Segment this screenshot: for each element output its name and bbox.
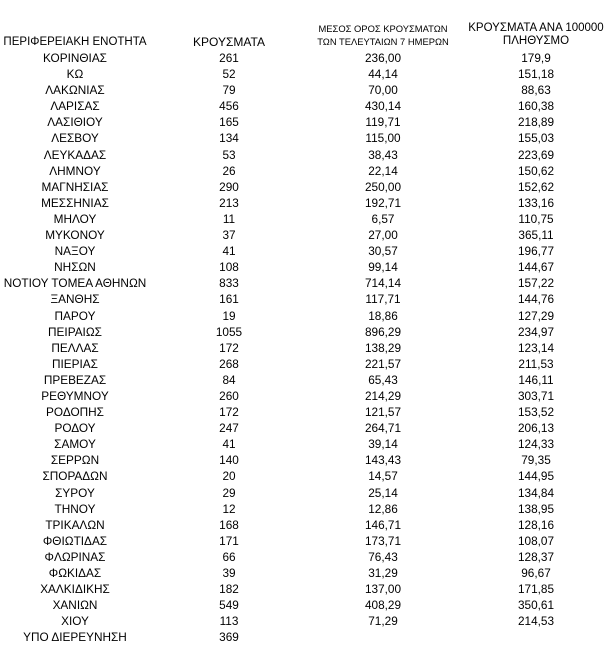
table-row <box>0 436 612 452</box>
cell-per100k: 153,52 <box>517 405 555 420</box>
table-row <box>0 565 612 581</box>
cell-region: ΣΑΜΟΥ <box>54 437 96 452</box>
cell-region: ΦΘΙΩΤΙΔΑΣ <box>42 533 108 548</box>
cell-cases: 260 <box>219 388 239 403</box>
header-cases: ΚΡΟΥΣΜΑΤΑ <box>193 35 265 49</box>
cell-cases: 39 <box>222 566 236 580</box>
cell-cases: 165 <box>219 115 239 130</box>
table-row <box>0 243 612 259</box>
cell-region: ΡΟΔΟΥ <box>54 421 96 436</box>
cell-per100k: 127,29 <box>517 308 555 323</box>
table-row <box>0 211 612 227</box>
cell-per100k: 146,11 <box>518 372 554 387</box>
cell-region: ΠΡΕΒΕΖΑΣ <box>43 372 107 387</box>
table-row <box>0 130 612 146</box>
cell-region: ΠΕΙΡΑΙΩΣ <box>48 324 102 339</box>
table-row <box>0 308 612 324</box>
cell-per100k: 150,62 <box>517 163 555 178</box>
cell-avg7: 6,57 <box>371 211 395 226</box>
cell-avg7: 137,00 <box>364 582 402 597</box>
cell-region: ΛΑΡΙΣΑΣ <box>50 99 100 114</box>
cell-cases: 171 <box>219 533 239 548</box>
cell-region: ΛΑΣΙΘΙΟΥ <box>47 115 103 130</box>
cell-region: ΝΑΞΟΥ <box>54 244 96 259</box>
cell-avg7: 76,43 <box>368 549 398 564</box>
table-row <box>0 195 612 211</box>
table-row <box>0 356 612 372</box>
cell-per100k: 152,62 <box>517 179 555 194</box>
cell-avg7: 173,71 <box>364 533 402 548</box>
cell-cases: 79 <box>222 83 236 98</box>
cell-avg7: 119,71 <box>365 115 401 130</box>
header-avg7-line2: ΤΩΝ ΤΕΛΕΥΤΑΙΩΝ 7 ΗΜΕΡΩΝ <box>317 36 449 47</box>
cell-per100k: 223,69 <box>517 147 555 162</box>
cell-avg7: 70,00 <box>368 83 398 98</box>
cell-per100k: 96,67 <box>521 566 551 580</box>
cell-avg7: 264,71 <box>364 421 402 436</box>
cell-per100k: 206,13 <box>517 421 555 436</box>
header-per100k <box>460 22 612 48</box>
cell-cases: 12 <box>222 501 236 516</box>
table-row <box>0 468 612 484</box>
table-row <box>0 420 612 436</box>
header-region: ΠΕΡΙΦΕΡΕΙΑΚΗ ΕΝΟΤΗΤΑ <box>3 36 147 48</box>
cell-cases: 53 <box>222 147 236 162</box>
cell-region: ΠΑΡΟΥ <box>54 308 96 323</box>
cell-avg7: 14,57 <box>368 469 398 484</box>
cell-per100k: 133,16 <box>517 195 555 210</box>
cell-per100k: 144,67 <box>517 260 555 275</box>
cell-per100k: 144,76 <box>517 292 555 307</box>
cell-cases: 108 <box>219 260 239 275</box>
cell-per100k: 144,95 <box>517 469 555 484</box>
cell-cases: 247 <box>219 421 239 436</box>
table-row <box>0 485 612 501</box>
table-row <box>0 613 612 629</box>
cell-avg7: 115,00 <box>365 131 401 146</box>
cell-cases: 290 <box>219 179 239 194</box>
cell-avg7: 236,00 <box>364 51 402 65</box>
table-row <box>0 114 612 130</box>
cell-cases: 1055 <box>215 324 243 339</box>
cell-avg7: 143,43 <box>364 453 402 468</box>
cell-avg7: 31,29 <box>368 566 398 580</box>
cell-per100k: 350,61 <box>517 598 555 613</box>
cell-region: ΤΡΙΚΑΛΩΝ <box>45 517 105 532</box>
cell-cases: 52 <box>222 67 236 82</box>
cell-per100k: 124,33 <box>517 437 555 452</box>
cell-avg7: 27,00 <box>368 228 398 243</box>
cell-per100k: 123,14 <box>517 340 555 355</box>
cell-region: ΤΗΝΟΥ <box>54 501 96 516</box>
header-per100k-line1: ΚΡΟΥΣΜΑΤΑ ΑΝΑ 100000 <box>468 22 604 34</box>
table-row <box>0 324 612 340</box>
cell-region: ΝΟΤΙΟΥ ΤΟΜΕΑ ΑΘΗΝΩΝ <box>3 276 147 291</box>
cell-cases: 213 <box>219 195 239 210</box>
cell-cases: 41 <box>222 244 236 259</box>
cell-avg7: 121,57 <box>364 405 402 420</box>
table-row <box>0 82 612 98</box>
cell-cases: 37 <box>222 228 236 243</box>
cell-region: ΡΕΘΥΜΝΟΥ <box>41 388 109 403</box>
cell-region: ΜΕΣΣΗΝΙΑΣ <box>41 195 109 210</box>
table-row <box>0 629 612 645</box>
cell-cases: 29 <box>222 485 236 500</box>
cell-region: ΧΙΟΥ <box>61 614 89 629</box>
cell-cases: 41 <box>222 437 236 452</box>
cell-cases: 549 <box>219 598 239 613</box>
cell-per100k: 160,38 <box>517 99 555 114</box>
cell-per100k: 211,53 <box>518 356 554 371</box>
cell-avg7: 408,29 <box>364 598 402 613</box>
cell-cases: 369 <box>219 630 239 645</box>
cell-cases: 172 <box>219 340 239 355</box>
cell-region: ΣΥΡΟΥ <box>55 485 95 500</box>
table-row <box>0 340 612 356</box>
table-row <box>0 517 612 533</box>
cell-avg7: 117,71 <box>365 292 401 307</box>
cell-avg7: 221,57 <box>364 356 402 371</box>
cell-cases: 833 <box>219 276 239 291</box>
cell-region: ΥΠΟ ΔΙΕΡΕΥΝΗΣΗ <box>23 630 127 645</box>
cell-cases: 84 <box>222 372 236 387</box>
cell-cases: 261 <box>219 51 239 65</box>
cell-per100k: 218,89 <box>517 115 555 130</box>
cell-avg7: 71,29 <box>368 614 398 629</box>
cell-cases: 168 <box>219 517 239 532</box>
cell-region: ΡΟΔΟΠΗΣ <box>46 405 104 420</box>
cell-region: ΠΕΛΛΑΣ <box>51 340 99 355</box>
cell-region: ΛΕΣΒΟΥ <box>51 131 99 146</box>
table-row <box>0 372 612 388</box>
header-avg7 <box>303 22 463 48</box>
cell-avg7: 18,86 <box>368 308 398 323</box>
cell-region: ΜΑΓΝΗΣΙΑΣ <box>41 179 109 194</box>
cell-region: ΛΗΜΝΟΥ <box>49 163 101 178</box>
cell-per100k: 138,95 <box>517 501 555 516</box>
cell-avg7: 714,14 <box>364 276 402 291</box>
cell-region: ΣΕΡΡΩΝ <box>50 453 100 468</box>
cell-per100k: 196,77 <box>517 244 555 259</box>
table-row <box>0 50 612 66</box>
table-row <box>0 179 612 195</box>
cell-avg7: 214,29 <box>364 388 402 403</box>
table-row <box>0 581 612 597</box>
cell-cases: 182 <box>219 582 239 597</box>
cell-cases: 268 <box>219 356 239 371</box>
cell-cases: 172 <box>219 405 239 420</box>
table-row <box>0 291 612 307</box>
cell-region: ΦΛΩΡΙΝΑΣ <box>44 549 106 564</box>
table-row <box>0 66 612 82</box>
table-body <box>0 50 612 645</box>
table-row <box>0 259 612 275</box>
cell-per100k: 79,35 <box>521 453 551 468</box>
cell-per100k: 88,63 <box>521 83 551 98</box>
cell-cases: 456 <box>219 99 239 114</box>
header-per100k-line2: ΠΛΗΘΥΣΜΟ <box>502 35 570 47</box>
cell-per100k: 303,71 <box>517 388 555 403</box>
cell-per100k: 171,85 <box>517 582 555 597</box>
cell-avg7: 138,29 <box>364 340 402 355</box>
cell-avg7: 12,86 <box>368 501 398 516</box>
table-header <box>0 0 612 50</box>
table-row <box>0 98 612 114</box>
table-row <box>0 501 612 517</box>
cell-avg7: 430,14 <box>364 99 402 114</box>
cell-avg7: 39,14 <box>368 437 398 452</box>
cell-cases: 161 <box>219 292 239 307</box>
cell-per100k: 157,22 <box>517 276 555 291</box>
cell-avg7: 22,14 <box>368 163 398 178</box>
cell-region: ΜΥΚΟΝΟΥ <box>45 228 105 243</box>
cell-region: ΚΩ <box>66 67 84 82</box>
cell-avg7: 25,14 <box>368 485 398 500</box>
cell-region: ΛΑΚΩΝΙΑΣ <box>45 83 105 98</box>
cell-region: ΚΟΡΙΝΘΙΑΣ <box>43 51 107 65</box>
cell-per100k: 214,53 <box>517 614 555 629</box>
cell-avg7: 146,71 <box>364 517 402 532</box>
cell-per100k: 128,16 <box>517 517 555 532</box>
cell-cases: 20 <box>222 469 236 484</box>
cell-region: ΝΗΣΩΝ <box>54 260 96 275</box>
cell-cases: 140 <box>219 453 239 468</box>
cell-region: ΠΙΕΡΙΑΣ <box>52 356 98 371</box>
cell-avg7: 30,57 <box>368 244 398 259</box>
cell-avg7: 65,43 <box>368 372 398 387</box>
header-avg7-line1: ΜΕΣΟΣ ΟΡΟΣ ΚΡΟΥΣΜΑΤΩΝ <box>318 23 448 34</box>
table-row <box>0 597 612 613</box>
cell-cases: 11 <box>222 211 236 226</box>
cell-avg7: 99,14 <box>368 260 398 275</box>
cell-per100k: 155,03 <box>517 131 555 146</box>
cell-region: ΣΠΟΡΑΔΩΝ <box>42 469 108 484</box>
cell-per100k: 234,97 <box>517 324 555 339</box>
cell-per100k: 108,07 <box>517 533 555 548</box>
cell-region: ΞΑΝΘΗΣ <box>50 292 100 307</box>
table-row <box>0 452 612 468</box>
table-row <box>0 163 612 179</box>
cell-region: ΦΩΚΙΔΑΣ <box>48 566 102 580</box>
cell-avg7: 250,00 <box>364 179 402 194</box>
cell-region: ΜΗΛΟΥ <box>53 211 97 226</box>
cell-cases: 66 <box>222 549 236 564</box>
cell-region: ΧΑΝΙΩΝ <box>52 598 98 613</box>
table-row <box>0 404 612 420</box>
table-row <box>0 275 612 291</box>
cell-cases: 113 <box>219 614 239 629</box>
table-row <box>0 533 612 549</box>
cell-avg7: 896,29 <box>364 324 402 339</box>
cell-per100k: 128,37 <box>517 549 555 564</box>
cell-per100k: 110,75 <box>518 211 554 226</box>
cell-per100k: 151,18 <box>517 67 555 82</box>
cell-cases: 134 <box>219 131 239 146</box>
cell-avg7: 44,14 <box>368 67 398 82</box>
table-row <box>0 388 612 404</box>
cell-per100k: 179,9 <box>521 51 551 65</box>
cell-avg7: 38,43 <box>368 147 398 162</box>
cell-avg7: 192,71 <box>364 195 402 210</box>
table-row <box>0 147 612 163</box>
cell-region: ΛΕΥΚΑΔΑΣ <box>43 147 107 162</box>
cell-cases: 19 <box>222 308 236 323</box>
cell-per100k: 365,11 <box>518 228 554 243</box>
table-row <box>0 227 612 243</box>
cell-cases: 26 <box>222 163 236 178</box>
cell-region: ΧΑΛΚΙΔΙΚΗΣ <box>40 582 110 597</box>
cell-per100k: 134,84 <box>517 485 555 500</box>
table-row <box>0 549 612 565</box>
